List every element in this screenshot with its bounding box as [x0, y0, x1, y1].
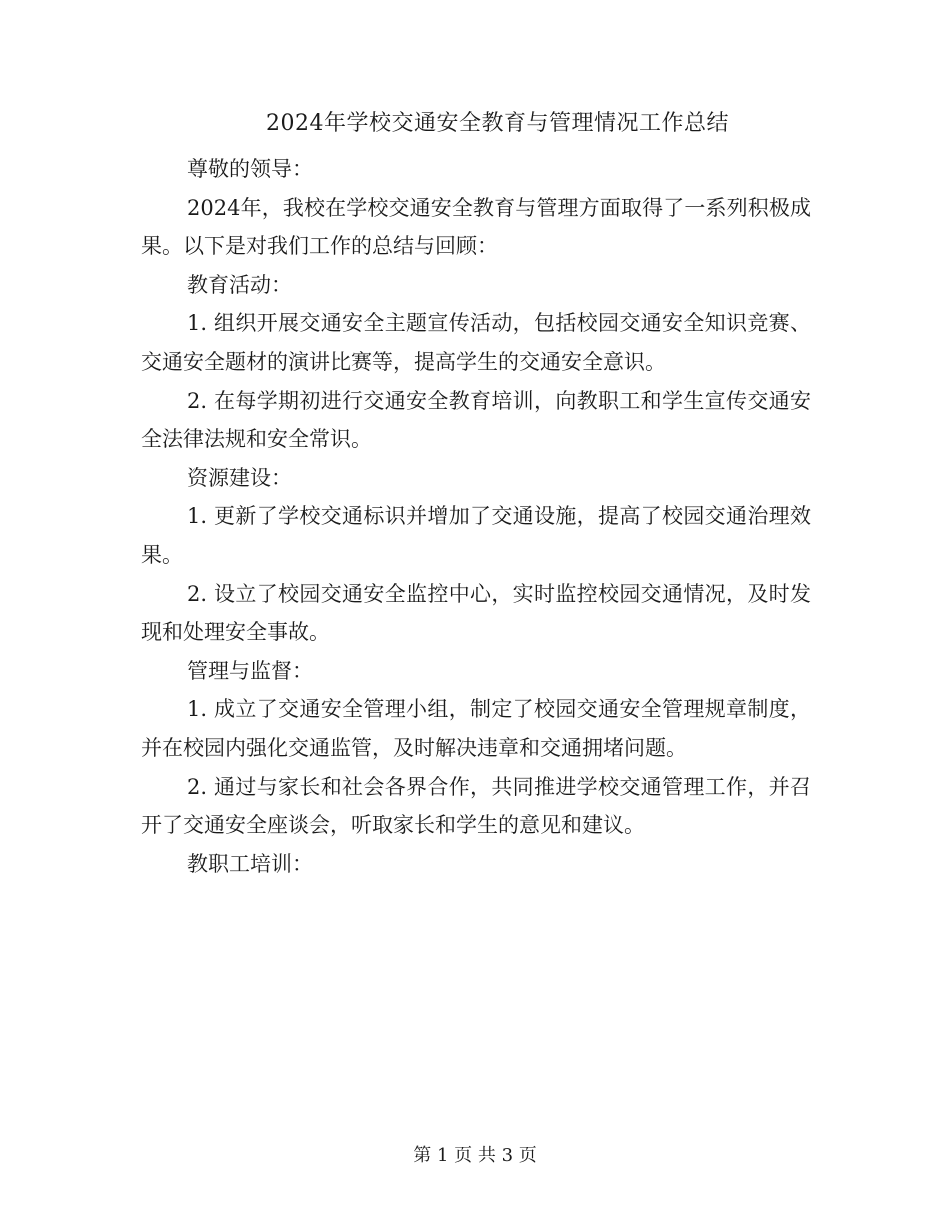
- management-item-1: 1. 成立了交通安全管理小组，制定了校园交通安全管理规章制度，并在校园内强化交通监管，及时解决违章和交通拥堵问题。: [141, 697, 811, 760]
- education-item-2: 2. 在每学期初进行交通安全教育培训，向教职工和学生宣传交通安全法律法规和安全常识。: [141, 388, 811, 452]
- section-heading-management: 管理与监督：: [187, 658, 313, 683]
- education-item-1: 1. 组织开展交通安全主题宣传活动，包括校园交通安全知识竞赛、交通安全题材的演讲比赛等，提高学生的交通安全意识。: [141, 311, 811, 374]
- section-heading-staff-training: 教职工培训：: [187, 851, 313, 876]
- resources-item-2: 2. 设立了校园交通安全监控中心，实时监控校园交通情况，及时发现和处理安全事故。: [141, 581, 811, 645]
- section-heading-education: 教育活动：: [187, 272, 292, 297]
- intro-paragraph: 2024年，我校在学校交通安全教育与管理方面取得了一系列积极成果。以下是对我们工作的总结与回顾：: [141, 195, 811, 259]
- document-title: 2024年学校交通安全教育与管理情况工作总结: [266, 111, 729, 136]
- salutation: 尊敬的领导：: [187, 157, 313, 181]
- resources-item-1: 1. 更新了学校交通标识并增加了交通设施，提高了校园交通治理效果。: [141, 504, 811, 567]
- page-footer: 第 1 页 共 3 页: [413, 1145, 537, 1166]
- section-heading-resources: 资源建设：: [187, 465, 292, 490]
- document-body: [141, 150, 811, 883]
- management-item-2: 2. 通过与家长和社会各界合作，共同推进学校交通管理工作，并召开了交通安全座谈会，听取家长和学生的意见和建议。: [141, 774, 811, 838]
